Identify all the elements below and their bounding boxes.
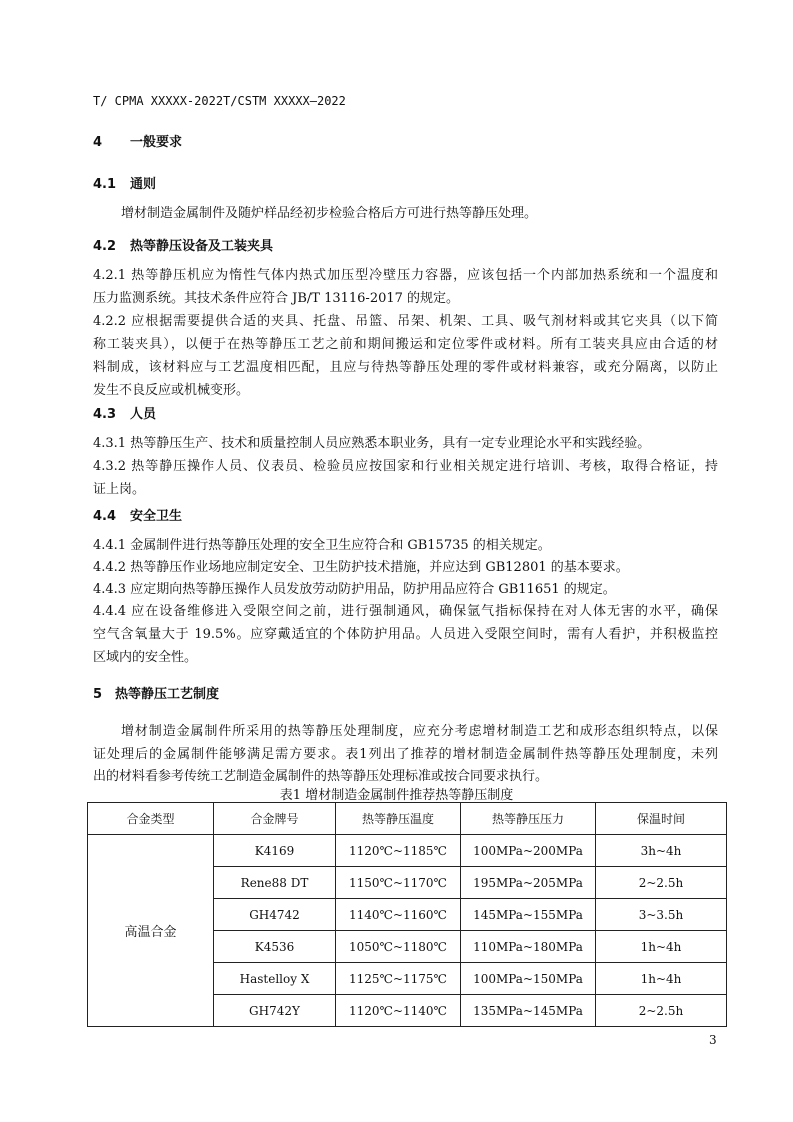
- section-5-number: 5: [93, 687, 103, 702]
- table-cell: 1120℃~1140℃: [336, 995, 461, 1027]
- section-4-3-line: 4.3.1 热等静压生产、技术和质量控制人员应熟悉本职业务，具有一定专业理论水平和实践经验。: [93, 436, 651, 451]
- table-cell: 1140℃~1160℃: [336, 899, 461, 931]
- section-4-heading: [93, 131, 182, 150]
- section-4-2-line: 压力监测系统。其技术条件应符合 JB/T 13116-2017 的规定。: [93, 291, 460, 306]
- header-alloy-grade: 合金牌号: [214, 803, 336, 835]
- table-cell: K4169: [214, 835, 336, 867]
- header-hip-pressure: 热等静压压力: [461, 803, 596, 835]
- section-4-number: 4: [93, 135, 103, 150]
- table-cell: 100MPa~200MPa: [461, 835, 596, 867]
- section-4-1-title: 通则: [130, 177, 157, 192]
- table-caption: 表1 增材制造金属制件推荐热等静压制度: [279, 788, 514, 803]
- table-cell: 100MPa~150MPa: [461, 963, 596, 995]
- table-cell: 3h~4h: [596, 835, 727, 867]
- table-cell: 145MPa~155MPa: [461, 899, 596, 931]
- section-4-1-paragraph: 增材制造金属制件及随炉样品经初步检验合格后方可进行热等静压处理。: [121, 206, 538, 221]
- table-cell: 1150℃~1170℃: [336, 867, 461, 899]
- table-cell: 1050℃~1180℃: [336, 931, 461, 963]
- section-4-4-line: 4.4.2 热等静压作业场地应制定安全、卫生防护技术措施，并应达到 GB12801 的基本要求。: [93, 560, 629, 575]
- section-4-3-heading: [93, 403, 156, 422]
- section-5-line: 证处理后的金属制件能够满足需方要求。表1列出了推荐的增材制造金属制件热等静压处理制度，未列: [93, 747, 718, 762]
- section-4-2-line: 料制成，该材料应与工艺温度相匹配，且应与待热等静压处理的零件或材料兼容，或充分隔离，以防止: [93, 360, 718, 375]
- section-5-line: 增材制造金属制件所采用的热等静压处理制度，应充分考虑增材制造工艺和成形态组织特点，以保: [121, 724, 718, 739]
- section-4-1-heading: [93, 173, 156, 192]
- section-4-4-title: 安全卫生: [130, 509, 183, 524]
- section-4-2-number: 4.2: [93, 239, 117, 254]
- section-4-2-line: 4.2.2 应根据需要提供合适的夹具、托盘、吊篮、吊架、机架、工具、吸气剂材料或其它夹具（以下简: [93, 314, 718, 329]
- section-4-4-line: 4.4.3 应定期向热等静压操作人员发放劳动防护用品，防护用品应符合 GB11651 的规定。: [93, 582, 616, 597]
- section-4-4-number: 4.4: [93, 509, 117, 524]
- section-4-3-number: 4.3: [93, 407, 117, 422]
- section-4-4-line: 4.4.4 应在设备维修进入受限空间之前，进行强制通风，确保氩气指标保持在对人体无害的水平，确保: [93, 604, 718, 619]
- section-5-heading: [93, 683, 219, 702]
- section-4-2-title: 热等静压设备及工装夹具: [130, 239, 274, 254]
- table-row: [88, 835, 727, 867]
- section-4-4-heading: [93, 505, 182, 524]
- section-4-3-line: 证上岗。: [93, 482, 146, 497]
- table-cell: 2~2.5h: [596, 867, 727, 899]
- table-cell: 195MPa~205MPa: [461, 867, 596, 899]
- section-4-4-line: 4.4.1 金属制件进行热等静压处理的安全卫生应符合和 GB15735 的相关规定。: [93, 538, 551, 553]
- section-4-1-number: 4.1: [93, 177, 117, 192]
- section-5-line: 出的材料看参考传统工艺制造金属制件的热等静压处理标准或按合同要求执行。: [93, 769, 549, 784]
- section-4-2-line: 4.2.1 热等静压机应为惰性气体内热式加压型冷壁压力容器，应该包括一个内部加热系统和一个温度和: [93, 268, 718, 283]
- table-cell: 1125℃~1175℃: [336, 963, 461, 995]
- table-cell: 110MPa~180MPa: [461, 931, 596, 963]
- page-number: 3: [709, 1033, 717, 1047]
- header-alloy-type: 合金类型: [88, 803, 214, 835]
- section-4-4-line: 空气含氧量大于 19.5%。应穿戴适宜的个体防护用品。人员进入受限空间时，需有人看护，并积极监控: [93, 627, 718, 642]
- section-4-2-heading: [93, 235, 273, 254]
- table-cell: K4536: [214, 931, 336, 963]
- table-cell: 135MPa~145MPa: [461, 995, 596, 1027]
- alloy-group-cell: 高温合金: [88, 835, 214, 1027]
- section-4-3-title: 人员: [130, 407, 157, 422]
- header-hold-time: 保温时间: [596, 803, 727, 835]
- section-4-3-line: 4.3.2 热等静压操作人员、仪表员、检验员应按国家和行业相关规定进行培训、考核，取得合格证，持: [93, 459, 718, 474]
- header-hip-temperature: 热等静压温度: [336, 803, 461, 835]
- table-cell: Hastelloy X: [214, 963, 336, 995]
- table-cell: Rene88 DT: [214, 867, 336, 899]
- hip-schedule-table: [87, 802, 727, 1027]
- document-header: T/ CPMA XXXXX-2022T/CSTM XXXXX—2022: [93, 94, 346, 108]
- table-header-row: [88, 803, 727, 835]
- section-4-2-line: 称工装夹具），以便于在热等静压工艺之前和期间搬运和定位零件或材料。所有工装夹具应由合适的材: [93, 337, 718, 352]
- table-cell: 1h~4h: [596, 931, 727, 963]
- section-4-title: 一般要求: [130, 135, 183, 150]
- table-cell: 1120℃~1185℃: [336, 835, 461, 867]
- section-5-title: 热等静压工艺制度: [115, 687, 220, 702]
- table-cell: GH742Y: [214, 995, 336, 1027]
- table-cell: 3~3.5h: [596, 899, 727, 931]
- table-cell: 2~2.5h: [596, 995, 727, 1027]
- table-cell: 1h~4h: [596, 963, 727, 995]
- section-4-4-line: 区域内的安全性。: [93, 650, 198, 665]
- section-4-2-line: 发生不良反应或机械变形。: [93, 383, 250, 398]
- table-cell: GH4742: [214, 899, 336, 931]
